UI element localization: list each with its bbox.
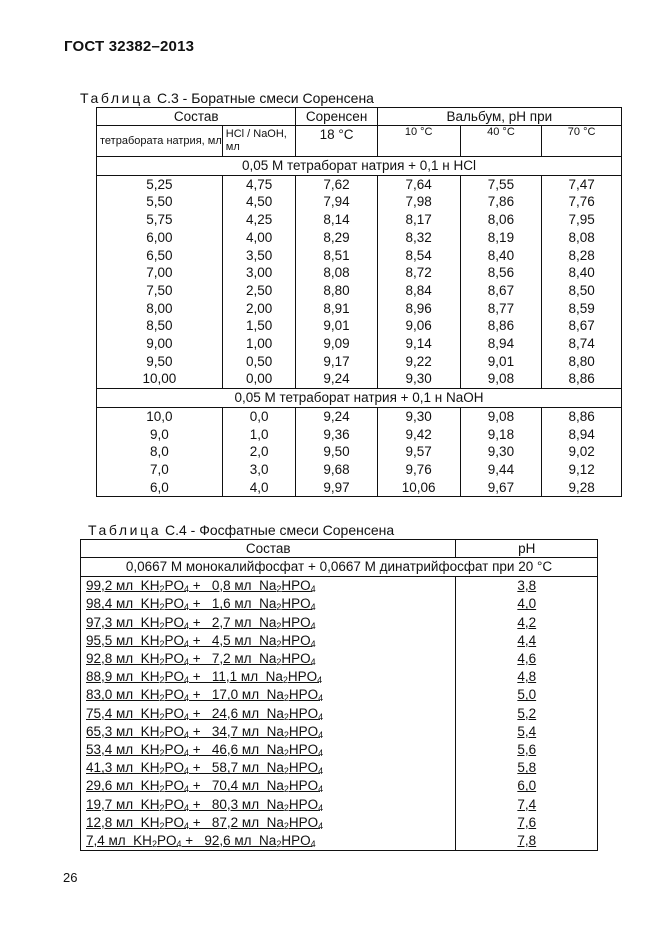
cell-sorensen-ph: 9,97 bbox=[296, 479, 377, 497]
cell-acid-base-ml: 4,0 bbox=[222, 479, 296, 497]
cell-valbum-ph-70: 8,50 bbox=[542, 282, 622, 300]
table-row bbox=[81, 632, 598, 650]
cell-ph: 7,4 bbox=[456, 796, 598, 814]
cell-valbum-ph-70: 8,08 bbox=[542, 229, 622, 247]
cell-borax-ml: 10,0 bbox=[97, 407, 223, 425]
cell-acid-base-ml: 0,00 bbox=[222, 370, 296, 388]
cell-valbum-ph-40: 8,56 bbox=[460, 264, 542, 282]
table-row bbox=[81, 832, 598, 851]
cell-ph: 4,4 bbox=[456, 632, 598, 650]
table-row bbox=[81, 577, 598, 596]
header-sorensen-temp: 18 °С bbox=[296, 126, 377, 157]
cell-borax-ml: 9,50 bbox=[97, 353, 223, 371]
cell-borax-ml: 5,25 bbox=[97, 175, 223, 193]
cell-borax-ml: 6,50 bbox=[97, 247, 223, 265]
cell-borax-ml: 5,50 bbox=[97, 193, 223, 211]
group-row bbox=[97, 157, 622, 176]
cell-sorensen-ph: 9,50 bbox=[296, 443, 377, 461]
table-c3-caption bbox=[80, 90, 374, 106]
cell-sorensen-ph: 8,51 bbox=[296, 247, 377, 265]
cell-borax-ml: 8,0 bbox=[97, 443, 223, 461]
cell-composition: 95,5 мл $KH_2PO_4 + 4,5$ мл $Na_2HPO_4$ bbox=[81, 632, 456, 650]
cell-valbum-ph-40: 8,19 bbox=[460, 229, 542, 247]
table-row bbox=[97, 282, 622, 300]
table-row bbox=[97, 300, 622, 318]
cell-valbum-ph-40: 9,08 bbox=[460, 370, 542, 388]
cell-acid-base-ml: 2,50 bbox=[222, 282, 296, 300]
table-row bbox=[81, 668, 598, 686]
cell-sorensen-ph: 9,24 bbox=[296, 370, 377, 388]
cell-ph: 5,6 bbox=[456, 741, 598, 759]
table-row bbox=[97, 461, 622, 479]
cell-sorensen-ph: 9,09 bbox=[296, 335, 377, 353]
cell-valbum-ph-70: 9,28 bbox=[542, 479, 622, 497]
cell-valbum-ph-40: 9,18 bbox=[460, 426, 542, 444]
cell-valbum-ph-70: 9,02 bbox=[542, 443, 622, 461]
cell-valbum-ph-10: 8,17 bbox=[377, 211, 460, 229]
cell-valbum-ph-40: 8,77 bbox=[460, 300, 542, 318]
table-row bbox=[81, 686, 598, 704]
table-c3 bbox=[96, 107, 622, 497]
table-row bbox=[97, 353, 622, 371]
cell-ph: 4,8 bbox=[456, 668, 598, 686]
table-row bbox=[97, 335, 622, 353]
cell-borax-ml: 9,00 bbox=[97, 335, 223, 353]
header-ph: pH bbox=[456, 540, 598, 558]
cell-acid-base-ml: 0,50 bbox=[222, 353, 296, 371]
cell-valbum-ph-10: 8,84 bbox=[377, 282, 460, 300]
caption-number: С.3 bbox=[153, 90, 179, 106]
table-row bbox=[81, 650, 598, 668]
table-row bbox=[81, 614, 598, 632]
cell-sorensen-ph: 9,36 bbox=[296, 426, 377, 444]
cell-valbum-ph-10: 9,14 bbox=[377, 335, 460, 353]
table-c4-caption bbox=[88, 522, 394, 538]
group-label: 0,05 М тетраборат натрия + 0,1 н HCl bbox=[97, 157, 622, 176]
cell-valbum-ph-70: 8,28 bbox=[542, 247, 622, 265]
cell-sorensen-ph: 9,17 bbox=[296, 353, 377, 371]
cell-valbum-ph-10: 9,76 bbox=[377, 461, 460, 479]
header-temp-10: 10 °С bbox=[377, 126, 460, 157]
cell-valbum-ph-10: 9,22 bbox=[377, 353, 460, 371]
table-row bbox=[97, 264, 622, 282]
cell-valbum-ph-70: 8,59 bbox=[542, 300, 622, 318]
cell-valbum-ph-70: 8,74 bbox=[542, 335, 622, 353]
header-borax: тетрабората натрия, мл bbox=[97, 126, 223, 157]
cell-acid-base-ml: 1,50 bbox=[222, 317, 296, 335]
cell-ph: 4,6 bbox=[456, 650, 598, 668]
header-hcl-naoh: HCl / NaOH, мл bbox=[222, 126, 296, 157]
cell-valbum-ph-40: 8,40 bbox=[460, 247, 542, 265]
cell-sorensen-ph: 8,14 bbox=[296, 211, 377, 229]
cell-valbum-ph-10: 7,98 bbox=[377, 193, 460, 211]
header-sorensen: Соренсен bbox=[296, 108, 377, 126]
cell-valbum-ph-10: 10,06 bbox=[377, 479, 460, 497]
cell-borax-ml: 9,0 bbox=[97, 426, 223, 444]
caption-title: - Боратные смеси Соренсена bbox=[178, 90, 374, 106]
cell-valbum-ph-10: 8,96 bbox=[377, 300, 460, 318]
cell-composition: 65,3 мл $KH_2PO_4 + 34,7$ мл $Na_2HPO_4$ bbox=[81, 723, 456, 741]
cell-valbum-ph-40: 7,55 bbox=[460, 175, 542, 193]
cell-valbum-ph-10: 9,30 bbox=[377, 407, 460, 425]
table-c3-body bbox=[97, 157, 622, 497]
cell-ph: 7,8 bbox=[456, 832, 598, 851]
cell-borax-ml: 8,00 bbox=[97, 300, 223, 318]
cell-borax-ml: 7,50 bbox=[97, 282, 223, 300]
table-row bbox=[97, 317, 622, 335]
cell-acid-base-ml: 4,75 bbox=[222, 175, 296, 193]
document-header: ГОСТ 32382–2013 bbox=[64, 38, 195, 55]
table-row bbox=[97, 247, 622, 265]
caption-title: - Фосфатные смеси Соренсена bbox=[186, 522, 395, 538]
cell-ph: 7,6 bbox=[456, 814, 598, 832]
cell-valbum-ph-40: 9,01 bbox=[460, 353, 542, 371]
cell-composition: 88,9 мл $KH_2PO_4 + 11,1$ мл $Na_2HPO_4$ bbox=[81, 668, 456, 686]
cell-composition: 83,0 мл $KH_2PO_4 + 17,0$ мл $Na_2HPO_4$ bbox=[81, 686, 456, 704]
cell-borax-ml: 5,75 bbox=[97, 211, 223, 229]
cell-valbum-ph-40: 9,44 bbox=[460, 461, 542, 479]
table-row bbox=[97, 407, 622, 425]
cell-composition: 53,4 мл $KH_2PO_4 + 46,6$ мл $Na_2HPO_4$ bbox=[81, 741, 456, 759]
cell-valbum-ph-40: 8,67 bbox=[460, 282, 542, 300]
group-label: 0,05 М тетраборат натрия + 0,1 н NaOH bbox=[97, 389, 622, 408]
group-row bbox=[97, 389, 622, 408]
cell-valbum-ph-10: 7,64 bbox=[377, 175, 460, 193]
cell-valbum-ph-40: 8,86 bbox=[460, 317, 542, 335]
cell-valbum-ph-10: 8,54 bbox=[377, 247, 460, 265]
cell-valbum-ph-70: 8,80 bbox=[542, 353, 622, 371]
cell-valbum-ph-40: 8,06 bbox=[460, 211, 542, 229]
cell-ph: 3,8 bbox=[456, 577, 598, 596]
cell-sorensen-ph: 8,29 bbox=[296, 229, 377, 247]
cell-valbum-ph-70: 8,94 bbox=[542, 426, 622, 444]
group-row bbox=[81, 558, 598, 577]
cell-valbum-ph-70: 8,86 bbox=[542, 370, 622, 388]
cell-composition: 98,4 мл $KH_2PO_4 + 1,6$ мл $Na_2HPO_4$ bbox=[81, 595, 456, 613]
cell-ph: 6,0 bbox=[456, 777, 598, 795]
cell-acid-base-ml: 0,0 bbox=[222, 407, 296, 425]
caption-number: С.4 bbox=[161, 522, 187, 538]
table-row bbox=[81, 814, 598, 832]
cell-composition: 29,6 мл $KH_2PO_4 + 70,4$ мл $Na_2HPO_4$ bbox=[81, 777, 456, 795]
table-row bbox=[97, 175, 622, 193]
header-sostav: Состав bbox=[81, 540, 456, 558]
cell-composition: 19,7 мл $KH_2PO_4 + 80,3$ мл $Na_2HPO_4$ bbox=[81, 796, 456, 814]
table-c4 bbox=[80, 539, 598, 851]
table-row bbox=[81, 705, 598, 723]
cell-borax-ml: 6,0 bbox=[97, 479, 223, 497]
cell-valbum-ph-70: 8,67 bbox=[542, 317, 622, 335]
table-c4-body bbox=[81, 558, 598, 851]
table-row bbox=[97, 193, 622, 211]
header-valbum: Вальбум, рН при bbox=[377, 108, 621, 126]
cell-borax-ml: 10,00 bbox=[97, 370, 223, 388]
cell-composition: 12,8 мл $KH_2PO_4 + 87,2$ мл $Na_2HPO_4$ bbox=[81, 814, 456, 832]
cell-acid-base-ml: 2,0 bbox=[222, 443, 296, 461]
cell-composition: 99,2 мл $KH_2PO_4 + 0,8$ мл $Na_2HPO_4$ bbox=[81, 577, 456, 596]
cell-valbum-ph-10: 8,72 bbox=[377, 264, 460, 282]
cell-valbum-ph-40: 9,08 bbox=[460, 407, 542, 425]
cell-valbum-ph-70: 7,47 bbox=[542, 175, 622, 193]
table-row bbox=[97, 229, 622, 247]
cell-sorensen-ph: 8,80 bbox=[296, 282, 377, 300]
cell-valbum-ph-10: 8,32 bbox=[377, 229, 460, 247]
cell-acid-base-ml: 3,0 bbox=[222, 461, 296, 479]
cell-valbum-ph-70: 8,40 bbox=[542, 264, 622, 282]
cell-composition: 7,4 мл $KH_2PO_4 + 92,6$ мл $Na_2HPO_4$ bbox=[81, 832, 456, 851]
cell-acid-base-ml: 4,50 bbox=[222, 193, 296, 211]
header-temp-40: 40 °С bbox=[460, 126, 542, 157]
table-row bbox=[97, 211, 622, 229]
cell-sorensen-ph: 7,94 bbox=[296, 193, 377, 211]
cell-acid-base-ml: 3,50 bbox=[222, 247, 296, 265]
cell-acid-base-ml: 1,0 bbox=[222, 426, 296, 444]
cell-composition: 97,3 мл $KH_2PO_4 + 2,7$ мл $Na_2HPO_4$ bbox=[81, 614, 456, 632]
cell-acid-base-ml: 4,00 bbox=[222, 229, 296, 247]
caption-prefix: Таблица bbox=[88, 522, 162, 538]
table-row bbox=[81, 759, 598, 777]
table-row bbox=[81, 777, 598, 795]
cell-acid-base-ml: 1,00 bbox=[222, 335, 296, 353]
table-row bbox=[97, 426, 622, 444]
cell-sorensen-ph: 8,91 bbox=[296, 300, 377, 318]
cell-sorensen-ph: 8,08 bbox=[296, 264, 377, 282]
cell-ph: 5,0 bbox=[456, 686, 598, 704]
cell-ph: 4,0 bbox=[456, 595, 598, 613]
cell-acid-base-ml: 2,00 bbox=[222, 300, 296, 318]
cell-ph: 4,2 bbox=[456, 614, 598, 632]
header-temp-70: 70 °С bbox=[542, 126, 622, 157]
cell-valbum-ph-40: 9,67 bbox=[460, 479, 542, 497]
cell-valbum-ph-10: 9,57 bbox=[377, 443, 460, 461]
table-row bbox=[81, 723, 598, 741]
cell-borax-ml: 7,00 bbox=[97, 264, 223, 282]
cell-acid-base-ml: 3,00 bbox=[222, 264, 296, 282]
cell-ph: 5,4 bbox=[456, 723, 598, 741]
cell-sorensen-ph: 9,24 bbox=[296, 407, 377, 425]
cell-borax-ml: 6,00 bbox=[97, 229, 223, 247]
cell-composition: 92,8 мл $KH_2PO_4 + 7,2$ мл $Na_2HPO_4$ bbox=[81, 650, 456, 668]
table-row bbox=[97, 479, 622, 497]
page-number: 26 bbox=[63, 870, 78, 885]
cell-acid-base-ml: 4,25 bbox=[222, 211, 296, 229]
caption-prefix: Таблица bbox=[80, 90, 154, 106]
table-row bbox=[97, 443, 622, 461]
header-sostav: Состав bbox=[97, 108, 296, 126]
cell-valbum-ph-70: 8,86 bbox=[542, 407, 622, 425]
group-label: 0,0667 М монокалийфосфат + 0,0667 М динатрийфосфат при 20 °С bbox=[81, 558, 598, 577]
cell-borax-ml: 8,50 bbox=[97, 317, 223, 335]
cell-valbum-ph-10: 9,42 bbox=[377, 426, 460, 444]
cell-composition: 75,4 мл $KH_2PO_4 + 24,6$ мл $Na_2HPO_4$ bbox=[81, 705, 456, 723]
cell-sorensen-ph: 9,01 bbox=[296, 317, 377, 335]
cell-valbum-ph-70: 9,12 bbox=[542, 461, 622, 479]
cell-valbum-ph-40: 8,94 bbox=[460, 335, 542, 353]
cell-sorensen-ph: 7,62 bbox=[296, 175, 377, 193]
table-row bbox=[81, 595, 598, 613]
cell-valbum-ph-10: 9,30 bbox=[377, 370, 460, 388]
cell-borax-ml: 7,0 bbox=[97, 461, 223, 479]
table-row bbox=[81, 741, 598, 759]
table-row bbox=[97, 370, 622, 388]
cell-valbum-ph-70: 7,76 bbox=[542, 193, 622, 211]
cell-composition: 41,3 мл $KH_2PO_4 + 58,7$ мл $Na_2HPO_4$ bbox=[81, 759, 456, 777]
cell-valbum-ph-10: 9,06 bbox=[377, 317, 460, 335]
cell-valbum-ph-40: 7,86 bbox=[460, 193, 542, 211]
table-row bbox=[81, 796, 598, 814]
cell-sorensen-ph: 9,68 bbox=[296, 461, 377, 479]
cell-valbum-ph-70: 7,95 bbox=[542, 211, 622, 229]
cell-ph: 5,8 bbox=[456, 759, 598, 777]
cell-valbum-ph-40: 9,30 bbox=[460, 443, 542, 461]
cell-ph: 5,2 bbox=[456, 705, 598, 723]
